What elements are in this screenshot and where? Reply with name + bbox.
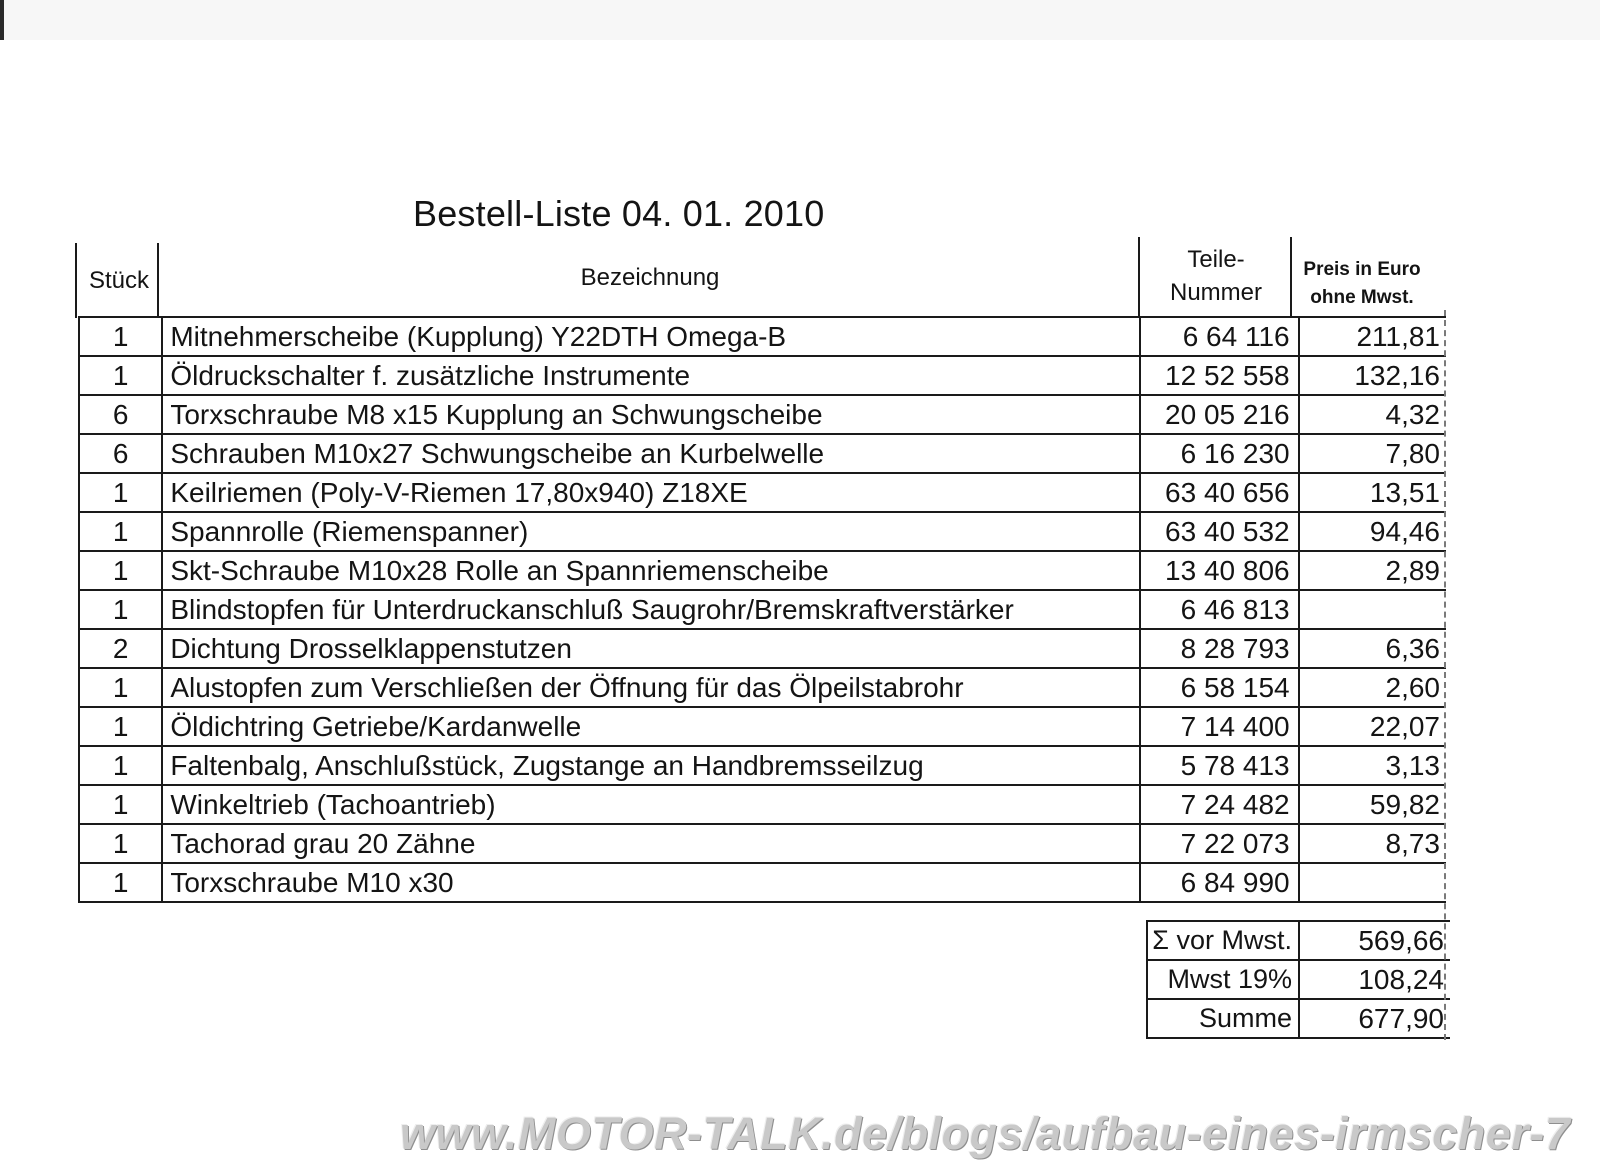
header-divider-left bbox=[75, 243, 77, 318]
description-cell: Alustopfen zum Verschließen der Öffnung für das Ölpeilstabrohr bbox=[162, 668, 1140, 707]
price-cell: 8,73 bbox=[1299, 824, 1446, 863]
totals-value: 569,66 bbox=[1299, 921, 1450, 960]
watermark-text: www.MOTOR-TALK.de/blogs/aufbau-eines-irmscher-7 bbox=[400, 1108, 1571, 1159]
table-row bbox=[79, 434, 1446, 473]
qty-cell: 1 bbox=[79, 863, 162, 902]
price-cell: 7,80 bbox=[1299, 434, 1446, 473]
part-number-cell: 12 52 558 bbox=[1140, 356, 1299, 395]
table-row bbox=[79, 395, 1446, 434]
part-number-cell: 6 58 154 bbox=[1140, 668, 1299, 707]
header-preis-line2: ohne Mwst. bbox=[1310, 287, 1414, 308]
price-cell: 2,89 bbox=[1299, 551, 1446, 590]
header-preis bbox=[1292, 256, 1432, 312]
part-number-cell: 6 84 990 bbox=[1140, 863, 1299, 902]
description-cell: Spannrolle (Riemenspanner) bbox=[162, 512, 1140, 551]
qty-cell: 1 bbox=[79, 746, 162, 785]
part-number-cell: 8 28 793 bbox=[1140, 629, 1299, 668]
table-row bbox=[79, 473, 1446, 512]
part-number-cell: 63 40 532 bbox=[1140, 512, 1299, 551]
description-cell: Tachorad grau 20 Zähne bbox=[162, 824, 1140, 863]
qty-cell: 1 bbox=[79, 785, 162, 824]
qty-cell: 1 bbox=[79, 317, 162, 356]
totals-value: 108,24 bbox=[1299, 960, 1450, 999]
totals-row bbox=[1147, 999, 1450, 1038]
table-row bbox=[79, 356, 1446, 395]
table-row bbox=[79, 629, 1446, 668]
table-row bbox=[79, 863, 1446, 902]
table-row bbox=[79, 590, 1446, 629]
price-cell: 211,81 bbox=[1299, 317, 1446, 356]
part-number-cell: 6 46 813 bbox=[1140, 590, 1299, 629]
description-cell: Blindstopfen für Unterdruckanschluß Saugrohr/Bremskraftverstärker bbox=[162, 590, 1140, 629]
table-row bbox=[79, 551, 1446, 590]
scan-left-edge-mark bbox=[0, 0, 4, 40]
qty-cell: 6 bbox=[79, 395, 162, 434]
description-cell: Mitnehmerscheibe (Kupplung) Y22DTH Omega-B bbox=[162, 317, 1140, 356]
description-cell: Torxschraube M8 x15 Kupplung an Schwungscheibe bbox=[162, 395, 1140, 434]
totals-label: Summe bbox=[1147, 999, 1299, 1038]
qty-cell: 1 bbox=[79, 473, 162, 512]
price-cell bbox=[1299, 863, 1446, 902]
table-row bbox=[79, 512, 1446, 551]
part-number-cell: 63 40 656 bbox=[1140, 473, 1299, 512]
scan-top-edge bbox=[0, 0, 1600, 41]
description-cell: Dichtung Drosselklappenstutzen bbox=[162, 629, 1140, 668]
header-teilenummer bbox=[1140, 243, 1292, 309]
qty-cell: 1 bbox=[79, 551, 162, 590]
part-number-cell: 6 64 116 bbox=[1140, 317, 1299, 356]
price-cell: 6,36 bbox=[1299, 629, 1446, 668]
description-cell: Öldruckschalter f. zusätzliche Instrumente bbox=[162, 356, 1140, 395]
price-cell: 4,32 bbox=[1299, 395, 1446, 434]
totals-label: Σ vor Mwst. bbox=[1147, 921, 1299, 960]
price-cell: 22,07 bbox=[1299, 707, 1446, 746]
part-number-cell: 7 14 400 bbox=[1140, 707, 1299, 746]
totals-row bbox=[1147, 960, 1450, 999]
description-cell: Winkeltrieb (Tachoantrieb) bbox=[162, 785, 1140, 824]
totals-table bbox=[1146, 920, 1450, 1039]
description-cell: Schrauben M10x27 Schwungscheibe an Kurbelwelle bbox=[162, 434, 1140, 473]
qty-cell: 2 bbox=[79, 629, 162, 668]
price-cell: 13,51 bbox=[1299, 473, 1446, 512]
qty-cell: 1 bbox=[79, 668, 162, 707]
description-cell: Öldichtring Getriebe/Kardanwelle bbox=[162, 707, 1140, 746]
price-cell: 2,60 bbox=[1299, 668, 1446, 707]
price-cell: 132,16 bbox=[1299, 356, 1446, 395]
part-number-cell: 20 05 216 bbox=[1140, 395, 1299, 434]
order-items-table bbox=[78, 316, 1446, 903]
header-teilenummer-line1: Teile- bbox=[1187, 246, 1245, 273]
header-stueck: Stück bbox=[88, 267, 150, 294]
description-cell: Keilriemen (Poly-V-Riemen 17,80x940) Z18XE bbox=[162, 473, 1140, 512]
description-cell: Faltenbalg, Anschlußstück, Zugstange an Handbremsseilzug bbox=[162, 746, 1140, 785]
header-teilenummer-line2: Nummer bbox=[1169, 279, 1262, 306]
part-number-cell: 7 22 073 bbox=[1140, 824, 1299, 863]
scan-cut-edge bbox=[1444, 310, 1446, 1040]
price-cell: 59,82 bbox=[1299, 785, 1446, 824]
totals-row bbox=[1147, 921, 1450, 960]
price-cell: 3,13 bbox=[1299, 746, 1446, 785]
description-cell: Skt-Schraube M10x28 Rolle an Spannriemenscheibe bbox=[162, 551, 1140, 590]
totals-label: Mwst 19% bbox=[1147, 960, 1299, 999]
table-row bbox=[79, 317, 1446, 356]
qty-cell: 1 bbox=[79, 512, 162, 551]
document-title: Bestell-Liste 04. 01. 2010 bbox=[413, 193, 825, 234]
part-number-cell: 13 40 806 bbox=[1140, 551, 1299, 590]
qty-cell: 6 bbox=[79, 434, 162, 473]
header-bezeichnung: Bezeichnung bbox=[580, 264, 720, 291]
header-preis-line1: Preis in Euro bbox=[1303, 259, 1421, 280]
qty-cell: 1 bbox=[79, 590, 162, 629]
price-cell bbox=[1299, 590, 1446, 629]
table-row bbox=[79, 746, 1446, 785]
part-number-cell: 6 16 230 bbox=[1140, 434, 1299, 473]
table-row bbox=[79, 785, 1446, 824]
totals-body bbox=[1147, 921, 1450, 1038]
qty-cell: 1 bbox=[79, 707, 162, 746]
table-row bbox=[79, 824, 1446, 863]
price-cell: 94,46 bbox=[1299, 512, 1446, 551]
totals-value: 677,90 bbox=[1299, 999, 1450, 1038]
qty-cell: 1 bbox=[79, 356, 162, 395]
table-row bbox=[79, 707, 1446, 746]
qty-cell: 1 bbox=[79, 824, 162, 863]
description-cell: Torxschraube M10 x30 bbox=[162, 863, 1140, 902]
table-row bbox=[79, 668, 1446, 707]
part-number-cell: 5 78 413 bbox=[1140, 746, 1299, 785]
order-items-body bbox=[79, 317, 1446, 902]
part-number-cell: 7 24 482 bbox=[1140, 785, 1299, 824]
